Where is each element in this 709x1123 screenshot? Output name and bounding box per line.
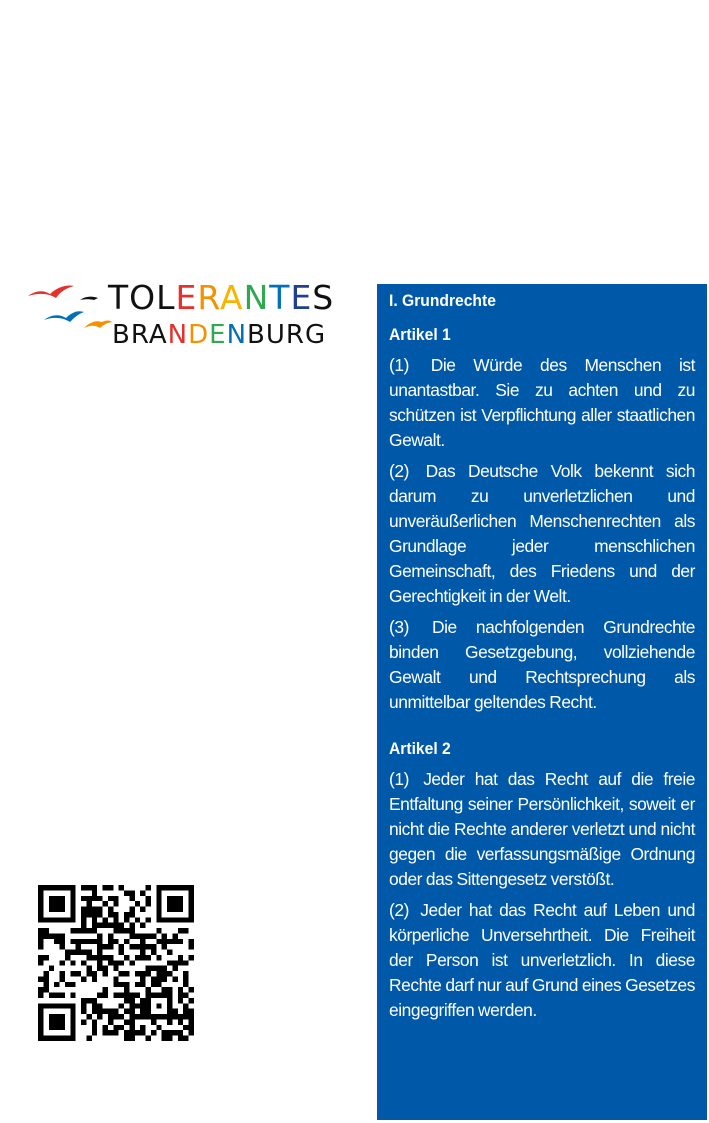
article-paragraph (389, 459, 695, 609)
article-paragraph (389, 353, 695, 453)
logo-letter: A (148, 320, 168, 350)
logo-letter: E (290, 278, 313, 317)
section-title: I. Grundrechte (389, 291, 496, 310)
tolerantes-brandenburg-logo (22, 278, 352, 358)
logo-letter: R (285, 320, 305, 350)
paragraph-number: (2) (389, 461, 422, 481)
logo-letter: E (209, 320, 227, 350)
logo-letter: U (265, 320, 286, 350)
paragraph-text: Jeder hat das Recht auf Leben und körperliche Unversehrtheit. Die Freiheit der Person ist unverletzlich. In diese Rechte darf nur auf Grund eines Gesetzes eingegriffen werden. (389, 900, 695, 1020)
grundrechte-panel (377, 284, 707, 1120)
article-paragraph (389, 898, 695, 1023)
logo-letter: O (129, 278, 157, 317)
logo-letter: T (108, 278, 130, 317)
paragraph-text: Jeder hat das Recht auf die freie Entfaltung seiner Persönlichkeit, soweit er nicht die Rechte anderer verletzt und nicht gegen die verfassungsmäßige Ordnung oder das Sittengesetz verstößt. (389, 769, 696, 889)
logo-letter: E (175, 278, 198, 317)
paragraph-text: Die Würde des Menschen ist unantastbar. Sie zu achten und zu schützen ist Verpflichtung aller staatlichen Gewalt. (389, 355, 696, 450)
article-paragraph (389, 767, 695, 892)
article-title: Artikel 2 (389, 739, 451, 758)
article-title: Artikel 1 (389, 325, 451, 344)
paragraph-number: (3) (389, 617, 429, 637)
paragraph-number: (2) (389, 900, 417, 920)
logo-letter: R (130, 320, 149, 350)
bird-red (28, 285, 74, 298)
article-paragraph (389, 615, 695, 715)
paragraph-text: Das Deutsche Volk bekennt sich darum zu unverletzlichen und unveräußerlichen Menschenrechten als Grundlage jeder menschlichen Gemeinschaft, des Friedens und der Gerechtigkeit in der Welt. (389, 461, 695, 606)
paragraph-number: (1) (389, 355, 427, 375)
bird-black (80, 297, 98, 300)
logo-letter: B (112, 320, 131, 350)
paragraph-number: (1) (389, 769, 420, 789)
bird-blue (44, 311, 84, 322)
qr-code (38, 885, 194, 1041)
logo-letter: N (226, 320, 248, 350)
logo-letter: R (197, 278, 220, 317)
birds-icon (22, 278, 112, 338)
logo-letter: N (243, 278, 270, 317)
logo-letter: D (188, 320, 210, 350)
logo-letter: T (269, 278, 291, 317)
logo-letter: L (156, 278, 176, 317)
articles-container (389, 323, 695, 1023)
logo-letter: S (312, 278, 335, 317)
logo-text-brandenburg (112, 320, 326, 350)
logo-letter: G (304, 320, 327, 350)
logo-letter: N (167, 320, 189, 350)
logo-text-tolerantes (108, 278, 334, 317)
logo-letter: A (220, 278, 244, 317)
logo-letter: B (247, 320, 266, 350)
paragraph-text: Die nachfolgenden Grundrechte binden Gesetzgebung, vollziehende Gewalt und Rechtsprechung als unmittelbar geltendes Recht. (389, 617, 695, 712)
bird-orange (84, 321, 112, 329)
